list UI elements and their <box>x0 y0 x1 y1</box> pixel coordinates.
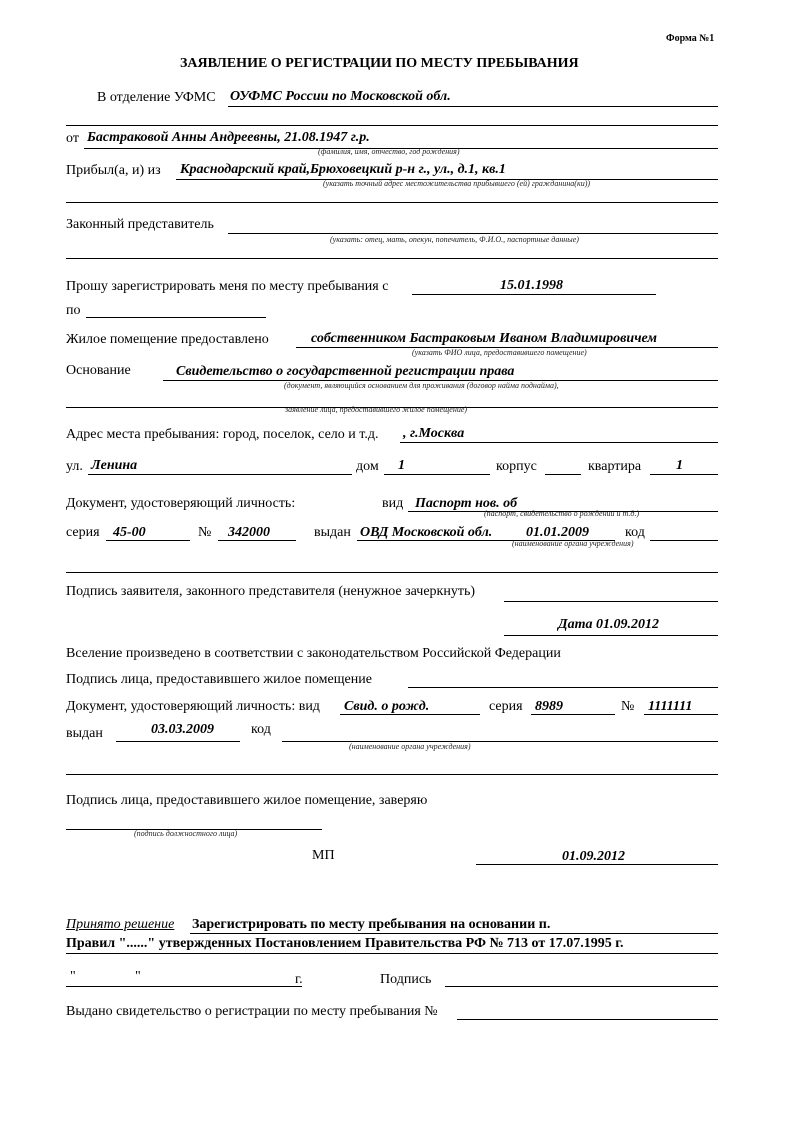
settlement-sign-line[interactable] <box>408 687 718 688</box>
arrived-label: Прибыл(а, и) из <box>66 163 161 178</box>
dwelling-label: Жилое помещение предоставлено <box>66 332 269 347</box>
owner-code-line[interactable] <box>282 741 718 742</box>
owner-doc-type-line <box>340 714 480 715</box>
id-type-value[interactable]: Паспорт нов. об <box>415 496 518 511</box>
applicant-label: от <box>66 131 79 146</box>
applicant-value[interactable]: Бастраковой Анны Андреевны, 21.08.1947 г.р. <box>87 130 370 145</box>
owner-doc-type[interactable]: Свид. о рожд. <box>344 699 430 714</box>
legal-rep-line[interactable] <box>228 233 718 234</box>
request-to-label: по <box>66 303 81 318</box>
footer-year: г. <box>295 972 303 987</box>
id-number-line <box>218 540 296 541</box>
decision-value-2[interactable]: Правил "......" утвержденных Постановлением Правительства РФ № 713 от 17.07.1995 г. <box>66 936 624 951</box>
certificate-label: Выдано свидетельство о регистрации по месту пребывания № <box>66 1004 438 1019</box>
street-line <box>88 474 352 475</box>
certify-hint: (подпись должностного лица) <box>134 829 238 838</box>
request-from-date[interactable]: 15.01.1998 <box>500 278 563 293</box>
signature-line[interactable] <box>504 601 718 602</box>
owner-doc-label: Документ, удостоверяющий личность: вид <box>66 699 320 714</box>
id-series-line <box>106 540 190 541</box>
owner-number-label: № <box>621 699 635 714</box>
request-from-line <box>412 294 656 295</box>
legal-rep-label: Законный представитель <box>66 217 214 232</box>
id-code-label: код <box>625 525 645 540</box>
id-issued-value[interactable]: ОВД Московской обл. <box>360 525 493 540</box>
legal-rep-hint: (указать: отец, мать, опекун, попечитель, Ф.И.О., паспортные данные) <box>330 235 579 244</box>
dwelling-hint: (указать ФИО лица, предоставившего помещение) <box>412 348 587 357</box>
certify-date-line <box>476 864 718 865</box>
applicant-hint: (фамилия, имя, отчество, год рождения) <box>318 147 460 156</box>
request-to-line[interactable] <box>86 317 266 318</box>
divider <box>66 572 718 573</box>
page-title: ЗАЯВЛЕНИЕ О РЕГИСТРАЦИИ ПО МЕСТУ ПРЕБЫВАНИЯ <box>180 56 579 71</box>
basis-label: Основание <box>66 363 131 378</box>
basis-hint-2: заявление лица, предоставившего жилое помещение) <box>285 405 468 414</box>
divider <box>66 258 718 259</box>
divider <box>66 774 718 775</box>
street-value[interactable]: Ленина <box>91 458 138 473</box>
id-series-value[interactable]: 45-00 <box>113 525 146 540</box>
basis-hint-1: (документ, являющийся основанием для проживания (договор найма поднайма), <box>284 381 559 390</box>
certificate-line[interactable] <box>457 1019 718 1020</box>
footer-quote-open: " <box>70 969 76 984</box>
form-number: Форма №1 <box>666 33 715 44</box>
street-label: ул. <box>66 459 83 474</box>
signature-date[interactable]: Дата 01.09.2012 <box>558 617 659 632</box>
request-label: Прошу зарегистрировать меня по месту пребывания с <box>66 279 389 294</box>
footer-sign-line[interactable] <box>445 986 718 987</box>
house-value[interactable]: 1 <box>398 458 405 473</box>
decision-line-2 <box>66 953 718 954</box>
footer-quote-close: " <box>135 969 141 984</box>
arrived-value[interactable]: Краснодарский край,Брюховецкий р-н г., ул., д.1, кв.1 <box>180 162 506 177</box>
department-value[interactable]: ОУФМС России по Московской обл. <box>230 89 451 104</box>
id-doc-label: Документ, удостоверяющий личность: <box>66 496 296 511</box>
owner-series-value[interactable]: 8989 <box>535 699 563 714</box>
owner-issued-label: выдан <box>66 726 103 741</box>
apartment-label: квартира <box>588 459 642 474</box>
department-line <box>228 106 718 107</box>
address-label: Адрес места пребывания: город, поселок, село и т.д. <box>66 427 379 442</box>
id-type-label: вид <box>382 496 404 511</box>
signature-date-line <box>504 635 718 636</box>
signature-label: Подпись заявителя, законного представителя (ненужное зачеркнуть) <box>66 584 476 599</box>
house-line <box>384 474 490 475</box>
id-issued-hint: (наименование органа учреждения) <box>512 539 634 548</box>
basis-value[interactable]: Свидетельство о государственной регистрации права <box>176 364 515 379</box>
dwelling-value[interactable]: собственником Бастраковым Иваном Владимировичем <box>311 331 657 346</box>
building-label: корпус <box>496 459 537 474</box>
apartment-line <box>650 474 718 475</box>
owner-issued-line <box>116 741 240 742</box>
owner-code-label: код <box>251 722 271 737</box>
owner-series-label: серия <box>489 699 523 714</box>
decision-label: Принято решение <box>66 917 175 932</box>
id-number-label: № <box>198 525 212 540</box>
settlement-text: Вселение произведено в соответствии с законодательством Российской Федерации <box>66 646 561 661</box>
owner-issued-date[interactable]: 03.03.2009 <box>151 722 214 737</box>
owner-number-line <box>644 714 718 715</box>
certify-date[interactable]: 01.09.2012 <box>562 849 625 864</box>
settlement-sign-label: Подпись лица, предоставившего жилое помещение <box>66 672 372 687</box>
id-issued-date[interactable]: 01.01.2009 <box>526 525 589 540</box>
id-type-hint: (паспорт, свидетельство о рождении и т.д.) <box>484 509 640 518</box>
decision-line-1 <box>190 933 718 934</box>
building-line[interactable] <box>545 474 581 475</box>
id-code-line[interactable] <box>650 540 718 541</box>
id-issued-label: выдан <box>314 525 351 540</box>
decision-value-1[interactable]: Зарегистрировать по месту пребывания на основании п. <box>192 917 551 932</box>
owner-series-line <box>531 714 615 715</box>
arrived-hint: (указать точный адрес местожительства прибывшего (ей) гражданина(ки)) <box>323 179 591 188</box>
footer-sign-label: Подпись <box>380 972 432 987</box>
id-number-value[interactable]: 342000 <box>228 525 270 540</box>
department-label: В отделение УФМС <box>97 90 216 105</box>
stamp-label: МП <box>312 848 335 863</box>
address-value[interactable]: , г.Москва <box>403 426 465 441</box>
divider <box>66 125 718 126</box>
apartment-value[interactable]: 1 <box>676 458 683 473</box>
id-series-label: серия <box>66 525 100 540</box>
owner-issued-hint: (наименование органа учреждения) <box>349 742 471 751</box>
house-label: дом <box>356 459 379 474</box>
divider <box>66 202 718 203</box>
address-line <box>400 442 718 443</box>
owner-number-value[interactable]: 1111111 <box>648 699 693 714</box>
footer-date-line[interactable] <box>66 986 302 987</box>
certify-label: Подпись лица, предоставившего жилое помещение, заверяю <box>66 793 428 808</box>
